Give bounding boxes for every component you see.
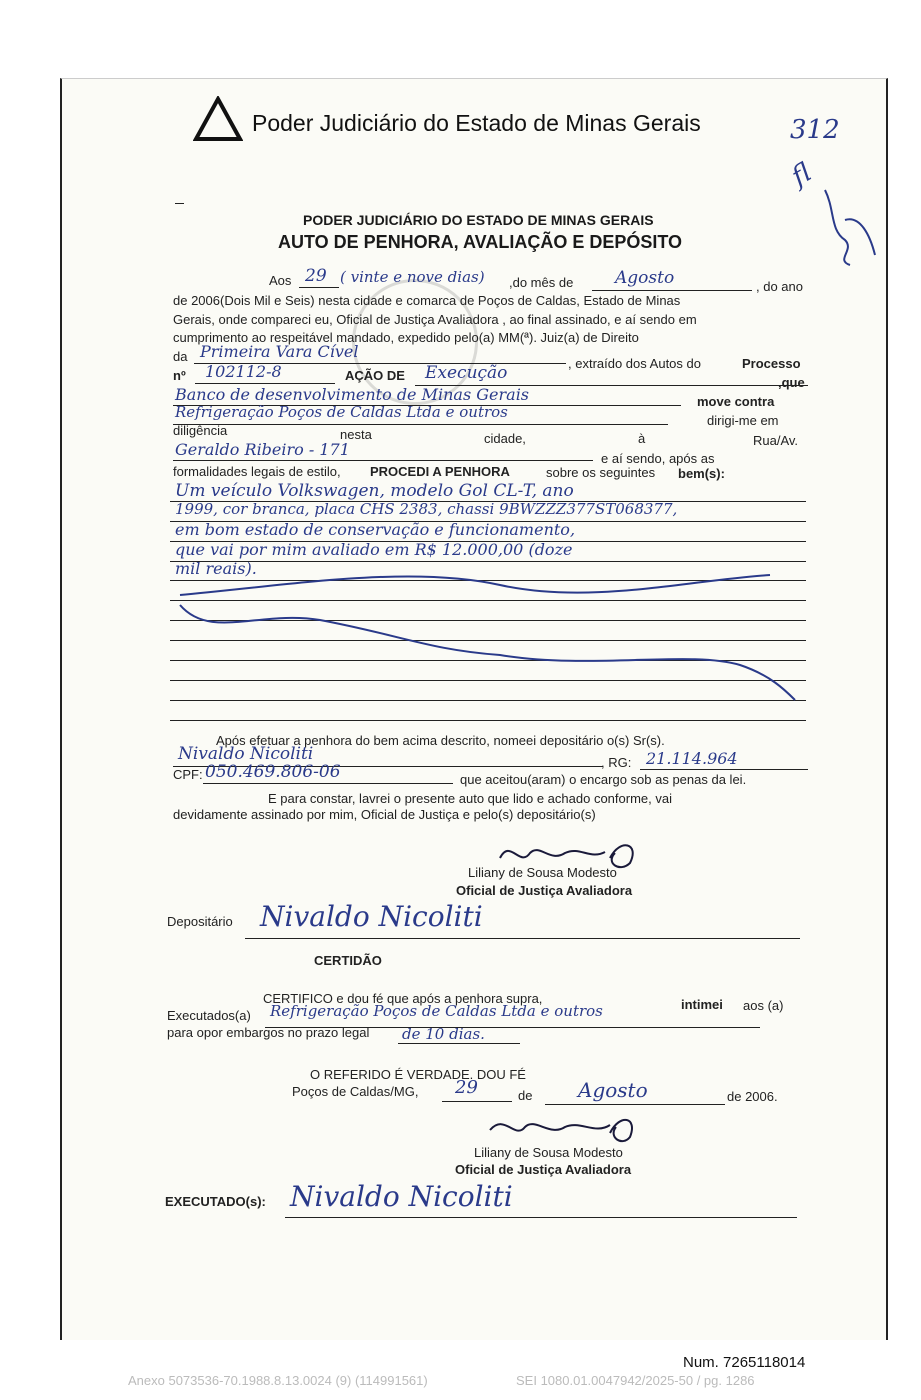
asset-rule (170, 501, 806, 502)
certidao-year: de 2006. (727, 1089, 778, 1104)
certidao-officer-name: Liliany de Sousa Modesto (474, 1145, 623, 1160)
asset-line-1: Um veículo Volkswagen, modelo Gol CL-T, ano (175, 481, 574, 501)
text-formalidades: formalidades legais de estilo, (173, 464, 341, 479)
asset-line-3: em bom estado de conservação e funcionamento, (175, 520, 576, 539)
margin-scribble-signature (815, 180, 885, 270)
certidao-month-value: Agosto (578, 1078, 648, 1102)
header-dash (175, 203, 184, 204)
process-label: Processo (742, 356, 801, 371)
day-value: 29 (305, 266, 327, 286)
prazo-line (398, 1043, 520, 1044)
text-aceitou: que aceitou(aram) o encargo sob as penas da lei. (460, 772, 747, 787)
address-value: Geraldo Ribeiro - 171 (175, 440, 350, 459)
rg-value: 21.114.964 (646, 749, 738, 768)
court-division-value: Primeira Vara Cível (200, 342, 359, 361)
text-place: Poços de Caldas/MG, (292, 1084, 419, 1099)
asset-line-2: 1999, cor branca, placa CHS 2383, chassi 9BWZZZ377ST068377, (175, 500, 678, 518)
officer-name: Liliany de Sousa Modesto (468, 865, 617, 880)
text-nesta: nesta (340, 427, 372, 442)
text-diligencia: diligência (173, 423, 228, 438)
certidao-day-line (442, 1101, 512, 1102)
prazo-value: de 10 dias. (402, 1025, 485, 1043)
process-number-line (195, 383, 335, 384)
institution-title: PODER JUDICIÁRIO DO ESTADO DE MINAS GERAIS (303, 212, 654, 228)
text-extraido: , extraído dos Autos do (568, 356, 701, 371)
text-verdade: O REFERIDO É VERDADE. DOU FÉ (310, 1067, 526, 1082)
month-value: Agosto (615, 268, 675, 288)
margin-page-number: 312 (790, 115, 840, 145)
text-da: da (173, 349, 188, 364)
depositary-name-value: Nivaldo Nicoliti (178, 744, 314, 764)
asset-rule (170, 521, 806, 522)
paragraph-line-2: de 2006(Dois Mil e Seis) nesta cidade e comarca de Poços de Caldas, Estado de Minas (173, 293, 681, 308)
text-apos-penhora: Após efetuar a penhora do bem acima descrito, nomeei depositário o(s) Sr(s). (216, 733, 665, 748)
process-number-label: nº (173, 368, 186, 383)
cpf-line (203, 783, 453, 784)
executado-signature: Nivaldo Nicoliti (290, 1180, 513, 1213)
text-para-opor: para opor embargos no prazo legal (167, 1025, 370, 1040)
footer-sei: SEI 1080.01.0047942/2025-50 / pg. 1286 (516, 1373, 755, 1388)
text-cidade: cidade, (484, 431, 526, 446)
executado-signature-line (285, 1217, 797, 1218)
asset-line-5: mil reais). (175, 559, 257, 578)
text-que: ,que (778, 375, 805, 390)
document-title: AUTO DE PENHORA, AVALIAÇÃO E DEPÓSITO (278, 232, 683, 252)
asset-rule (170, 720, 806, 721)
paragraph-line-4: cumprimento ao respeitável mandado, expedido pelo(a) MM(ª). Juiz(a) de Direito (173, 330, 639, 345)
depositary-signature-label: Depositário (167, 914, 233, 929)
margin-initials: fl (786, 157, 817, 193)
month-line (592, 290, 752, 291)
officer-signature (470, 1105, 650, 1150)
plaintiff-value: Banco de desenvolvimento de Minas Gerais (175, 385, 530, 404)
text-aos-a: aos (a) (743, 998, 784, 1013)
defendant-value: Refrigeração Poços de Caldas Ltda e outros (175, 403, 508, 421)
text-intimei: intimei (681, 997, 723, 1012)
asset-rule (170, 541, 806, 542)
certidao-title: CERTIDÃO (314, 953, 382, 968)
court-name: Poder Judiciário do Estado de Minas Gerais (252, 110, 701, 136)
depositary-signature-line (245, 938, 800, 939)
address-line (173, 460, 593, 461)
text-rua: Rua/Av. (753, 433, 799, 448)
rg-label: , RG: (601, 755, 632, 770)
asset-rule (170, 561, 806, 562)
footer-document-number: Num. 7265118014 (683, 1354, 806, 1371)
action-value: Execução (425, 363, 508, 383)
text-procedi-penhora: PROCEDI A PENHORA (370, 464, 510, 479)
text-e-ai-sendo: e aí sendo, após as (601, 451, 715, 466)
process-number-value: 102112-8 (205, 362, 282, 381)
text-move-contra: move contra (697, 394, 775, 409)
asset-line-4: que vai por mim avaliado em R$ 12.000,00 (doze (175, 540, 573, 559)
text-bens: bem(s): (678, 466, 725, 481)
defendant-line (173, 424, 668, 425)
paragraph-line-3: Gerais, onde compareci eu, Oficial de Justiça Avaliadora , ao final assinado, e aí sendo em (173, 312, 697, 327)
text-sobre: sobre os seguintes (546, 465, 656, 480)
officer-title: Oficial de Justiça Avaliadora (456, 883, 633, 898)
certidao-line-1: CERTIFICO e dou fé que após a penhora supra, (263, 991, 543, 1006)
text-do-ano: , do ano (756, 279, 803, 294)
footer-annex: Anexo 5073536-70.1988.8.13.0024 (9) (114991561) (128, 1373, 428, 1388)
cpf-value: 050.469.806-06 (205, 762, 341, 782)
text-a: à (638, 431, 646, 446)
executado-label: EXECUTADO(s): (165, 1194, 266, 1209)
text-constar-1: E para constar, lavrei o presente auto que lido e achado conforme, vai (268, 791, 672, 806)
day-line (299, 287, 339, 288)
court-logo-triangle-icon (193, 96, 243, 142)
action-label: AÇÃO DE (345, 368, 405, 383)
cpf-label: CPF: (173, 767, 203, 782)
certidao-officer-title: Oficial de Justiça Avaliadora (455, 1162, 632, 1177)
text-dirigi: dirigi-me em (707, 413, 779, 428)
executados-value: Refrigeração Poços de Caldas Ltda e outros (270, 1002, 603, 1020)
day-words-value: ( vinte e nove dias) (340, 268, 485, 286)
rg-line (640, 769, 808, 770)
depositary-signature: Nivaldo Nicoliti (260, 900, 483, 933)
certidao-day-value: 29 (455, 1077, 478, 1098)
text-constar-2: devidamente assinado por mim, Oficial de Justiça e pelo(s) depositário(s) (173, 807, 596, 822)
text-do-mes: ,do mês de (509, 275, 574, 290)
text-aos: Aos (269, 273, 292, 288)
blank-fill-squiggle (170, 570, 810, 710)
executados-label: Executados(a) (167, 1008, 251, 1023)
text-de: de (518, 1088, 533, 1103)
